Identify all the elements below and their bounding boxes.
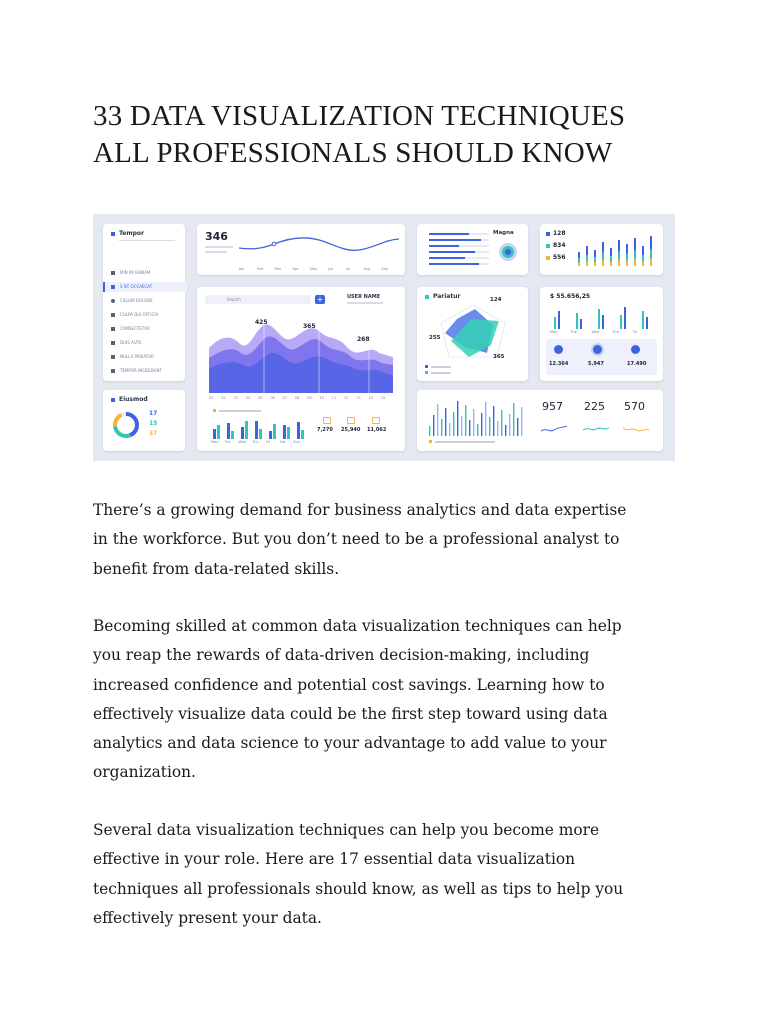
radar-title: Pariatur [433,293,461,300]
decorative-bar [558,311,560,329]
axis-tick-label: Fri [633,330,638,334]
axis-tick-label: Jun [327,267,334,271]
area-peak-1: 425 [255,319,268,326]
clock-icon [111,369,115,373]
top-right-value-3: 556 [553,254,566,261]
axis-tick-label: Tue [570,330,577,334]
decorative-bar [283,425,286,439]
axis-tick-label: Aug [363,267,371,271]
axis-tick-label: 01 [209,396,214,400]
area-chart-card [197,287,405,451]
decorative-bar [465,405,466,436]
paragraph-1 [93,496,683,584]
axis-tick-label: Thu [612,330,619,334]
sidebar-title: Tempor [119,230,144,237]
article-title [93,98,693,172]
paragraph-line: analytics and data science to your advantage to add value to your [93,734,607,753]
horizontal-bar-chart [423,230,493,270]
axis-tick-label: Wed [238,440,247,444]
divider [119,240,175,241]
decorative-bar [634,251,636,259]
decorative-bar [602,315,604,329]
sidebar-item-label: DUIS AUTE [120,340,142,345]
decorative-bar [618,240,620,252]
decorative-bar [513,403,514,436]
paragraph-line: There’s a growing demand for business analytics and data expertise [93,501,627,519]
decorative-bar [580,319,582,329]
decorative-bar [437,404,438,436]
decorative-bar [429,263,479,265]
sidebar-item[interactable] [103,296,185,306]
top-right-value-2: 834 [553,242,566,249]
sidebar-item[interactable] [103,352,185,362]
decorative-bar [650,259,652,267]
bubble-icon [497,241,519,263]
sidebar-item-label: NULLA PARIATUR [120,354,154,359]
area-peak-3: 268 [357,336,370,343]
decorative-bar [594,262,596,266]
donut-chart [111,410,141,440]
decorative-bar [429,257,465,259]
decorative-bar [618,252,620,260]
axis-tick-label: 08 [294,396,300,400]
sidebar-item-label: CULPA QUI OFFICIA [120,312,159,317]
stats-panel [546,339,657,375]
money-bar-chart [550,303,654,329]
decorative-bar [505,425,506,436]
decorative-bar [610,262,612,267]
decorative-bar [594,250,596,257]
mini-bar-chart [211,417,307,439]
top-right-bar-chart [578,232,658,266]
radar-value-3: 365 [493,354,505,360]
decorative-bar [501,410,502,436]
donut-card [103,390,185,451]
decorative-bar [620,315,622,329]
title-line-1: 33 DATA VISUALIZATION TECHNIQUES [93,100,626,132]
square-icon [111,232,115,236]
document-icon [111,355,115,359]
axis-tick-label: Fri [265,440,271,444]
paragraph-line: increased confidence and potential cost savings. Learning how to [93,675,605,694]
decorative-bar [602,260,604,266]
mail-icon [111,327,115,331]
sidebar-item-active[interactable] [103,282,187,292]
sidebar-item-label: MIN IM VENIAM [120,270,151,275]
decorative-bar [255,421,258,439]
axis-tick-label: 05 [258,396,263,400]
paragraph-line: effective in your role. Here are 17 essential data visualization [93,850,576,869]
decorative-bar [477,424,478,436]
stat-icon [323,417,331,424]
decorative-bar [554,317,556,329]
paragraph-2 [93,612,683,788]
decorative-bar [429,245,459,247]
square-icon [111,398,115,402]
decorative-bar [576,313,578,329]
sidebar-item[interactable] [103,268,185,278]
axis-tick-label: 14 [368,396,373,400]
hbar-title: Magna [493,230,514,236]
decorative-bar [453,412,454,436]
decorative-bar [650,236,652,250]
sidebar-item-label: CONSECTETUR [120,326,150,331]
legend-placeholder [431,366,451,368]
stat-icon [372,417,380,424]
line-x-axis [239,267,399,273]
decorative-bar [241,427,244,439]
decorative-bar [429,239,481,241]
decorative-bar [473,409,474,436]
decorative-bar [618,260,620,267]
paragraph-line: organization. [93,763,196,782]
sidebar-item[interactable] [103,338,185,348]
axis-tick-label: 07 [282,396,288,400]
user-icon [111,299,115,303]
paragraph-line: in the workforce. But you don’t need to be a professional analyst to [93,530,620,549]
axis-tick-label: Jul [345,267,350,271]
bottom-value-2: 225 [584,400,605,413]
decorative-bar [445,408,446,436]
line-chart [239,230,399,266]
square-icon [546,232,550,236]
decorative-bar [578,263,580,267]
square-icon [546,256,550,260]
decorative-bar [461,416,462,436]
money-card [540,287,663,381]
money-stat-2: 5.947 [588,361,604,367]
donut-value-3: 37 [149,430,158,437]
sidebar-item-label: CILLUM DOLORE [120,298,153,303]
hbar-card [417,224,528,275]
decorative-bar [646,317,648,329]
decorative-bar [598,309,600,329]
decorative-bar [269,431,272,439]
text-placeholder [205,246,233,248]
paragraph-line: benefit from data-related skills. [93,559,340,578]
decorative-bar [642,246,644,255]
axis-tick-label: 11 [331,396,337,400]
radar-card [417,287,528,381]
decorative-bar [457,401,458,436]
axis-tick-label: Thu [252,440,259,444]
paragraph-line: effectively visualize data could be the first step toward using data [93,704,608,723]
top-right-value-1: 128 [553,230,566,237]
legend-placeholder [219,410,261,412]
multi-bar-card [417,390,663,451]
sidebar-card [103,224,185,381]
sparkline-teal [583,424,609,434]
decorative-bar [433,415,434,436]
axis-tick-label: Mon [550,330,558,334]
axis-tick-label: 13 [356,396,361,400]
stat-icon [347,417,355,424]
decorative-bar [521,407,522,436]
axis-tick-label: 09 [307,396,312,400]
donut-value-1: 17 [149,410,158,417]
decorative-bar [297,422,300,439]
radar-value-2: 255 [429,335,441,341]
decorative-bar [578,258,580,262]
chart-icon [111,285,115,289]
stat-circle [593,345,602,354]
paragraph-line: techniques all professionals should know, as well as tips to help you [93,879,624,898]
decorative-bar [259,429,262,439]
decorative-bar [469,420,470,436]
axis-tick-label: Sat [279,440,286,444]
stat-circle [631,345,640,354]
axis-tick-label: Feb [256,267,263,271]
decorative-bar [650,250,652,259]
money-x-axis [550,330,654,336]
legend-dot [425,371,428,374]
money-stat-3: 17.490 [627,361,647,367]
paragraph-line: Becoming skilled at common data visualization techniques can help [93,617,622,635]
axis-tick-label: May [310,267,318,271]
area-chart [209,313,393,393]
axis-tick-label: Apr [292,267,299,271]
axis-tick-label: Tue [224,440,231,444]
add-button[interactable] [315,295,325,304]
bottom-value-1: 957 [542,400,563,413]
axis-tick-label: Mon [211,440,219,444]
axis-tick-label: 03 [233,396,238,400]
decorative-bar [586,255,588,261]
legend-dot [429,440,432,443]
sidebar-item-label: S NT OCCAECAT [120,284,153,289]
bottom-value-3: 570 [624,400,645,413]
axis-tick-label: 06 [270,396,275,400]
sidebar-item-label: TEMPOR INCIDIDUNT [120,368,162,373]
paragraph-3 [93,816,683,933]
decorative-bar [231,431,234,439]
area-x-axis [209,396,393,402]
axis-tick-label: 10 [319,396,324,400]
search-box[interactable] [205,295,311,304]
axis-tick-label: Sep [381,267,388,271]
sidebar-item[interactable] [103,310,185,320]
stat-value-3: 11,062 [367,427,387,433]
bar-chart-icon [111,341,115,345]
decorative-bar [449,423,450,436]
decorative-bar [485,402,486,436]
decorative-bar [497,421,498,436]
legend-dot [213,409,216,412]
decorative-bar [273,424,276,439]
decorative-bar [217,425,220,439]
donut-value-2: 15 [149,420,158,427]
decorative-bar [287,427,290,439]
line-chart-card [197,224,405,275]
radar-value-1: 124 [490,297,502,303]
decorative-bar [626,244,628,254]
stat-circle [554,345,563,354]
sidebar-item[interactable] [103,366,185,376]
share-icon [111,313,115,317]
decorative-bar [624,307,626,329]
decorative-bar [578,252,580,258]
decorative-bar [245,421,248,439]
decorative-bar [429,233,469,235]
decorative-bar [429,251,475,253]
legend-placeholder [435,441,495,443]
sidebar-item[interactable] [103,324,185,334]
square-icon [425,295,429,299]
decorative-bar [586,246,588,255]
paragraph-line: effectively present your data. [93,908,322,927]
axis-tick-label: 12 [343,396,349,400]
axis-tick-label: Sun [293,440,300,444]
plus-icon: + [316,295,324,304]
stat-value-2: 25,940 [341,427,361,433]
text-placeholder [347,302,383,304]
legend-placeholder [431,372,451,374]
decorative-bar [481,413,482,436]
decorative-bar [586,261,588,266]
user-name: USER NAME [347,294,381,300]
search-placeholder: Search [227,297,241,302]
paragraph-line: Several data visualization techniques can help you become more [93,821,600,839]
decorative-bar [610,248,612,256]
dashboard-hero-image [93,214,675,461]
money-stat-1: 12.364 [549,361,569,367]
legend-dot [425,365,428,368]
decorative-bar [441,419,442,436]
decorative-bar [642,261,644,266]
stat-value-1: 7,270 [317,427,333,433]
decorative-bar [493,406,494,436]
decorative-bar [626,261,628,267]
decorative-bar [489,417,490,436]
decorative-bar [594,257,596,262]
decorative-bar [429,426,430,436]
home-icon [111,271,115,275]
square-icon [546,244,550,248]
decorative-bar [509,414,510,436]
decorative-bar [634,259,636,266]
axis-tick-label: 04 [245,396,251,400]
decorative-bar [602,253,604,260]
mini-bar-x-axis [211,440,307,446]
decorative-bar [602,242,604,253]
decorative-bar [517,418,518,436]
axis-tick-label: Jan [239,267,245,271]
multi-bar-chart [427,396,527,436]
top-right-card [540,224,663,275]
text-placeholder [205,251,227,253]
decorative-bar [610,256,612,261]
decorative-bar [642,311,644,329]
sparkline-yellow [623,424,649,434]
paragraph-line: you reap the rewards of data-driven decision-making, including [93,646,590,665]
money-amount: $ 55.656,25 [550,293,591,300]
area-peak-2: 365 [303,323,316,330]
axis-tick-label: 15 [380,396,386,400]
decorative-bar [301,430,304,439]
decorative-bar [642,255,644,261]
decorative-bar [634,238,636,251]
title-line-2: ALL PROFESSIONALS SHOULD KNOW [93,137,613,169]
axis-tick-label: Wed [591,330,600,334]
axis-tick-label: Mar [274,267,282,271]
sparkline-blue [541,424,567,434]
axis-tick-label: 02 [221,396,226,400]
decorative-bar [227,423,230,439]
donut-title: Eiusmod [119,396,148,403]
line-card-value: 346 [205,230,228,243]
decorative-bar [213,429,216,439]
decorative-bar [626,254,628,261]
